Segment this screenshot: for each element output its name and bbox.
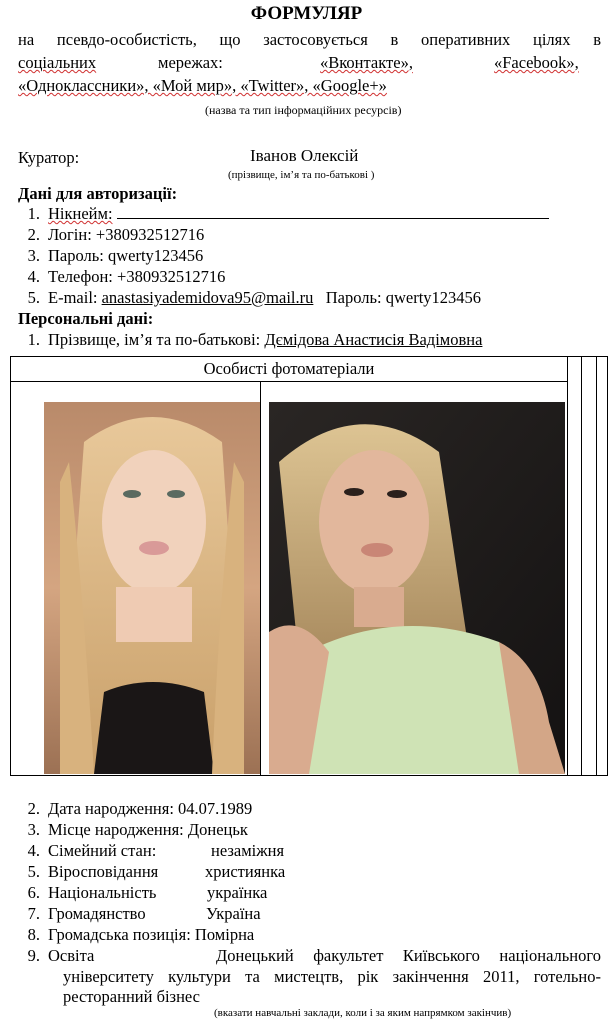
photo-table [10,356,608,776]
education-line-1: Донецький факультет Київського національного [216,946,601,965]
intro-line-3: «Одноклассники», «Мой мир», «Twitter», «Google+» [18,76,387,95]
personal-photo-2 [269,402,565,774]
auth-item-email: 5. E-mail: anastasiyademidova95@mail.ru Пароль: qwerty123456 [27,288,482,307]
table-col-line-2 [581,357,582,775]
intro-facebook: «Facebook», [494,53,579,72]
detail-religion: 5. Віросповідання християнка [27,862,286,881]
auth-item-phone: 4. Телефон: +380932512716 [27,267,226,286]
personal-photo-1 [44,402,260,774]
education-line-3: ресторанний бізнес [63,987,200,1006]
table-col-line-1 [567,357,568,775]
intro-note: (назва та тип інформаційних ресурсів) [205,103,402,117]
curator-label: Куратор: [18,148,80,167]
email-link[interactable]: anastasiyademidova95@mail.ru [101,288,314,307]
auth-item-nick: 1. Нікнейм: [18,204,549,224]
education-note: (вказати навчальні заклади, коли і за яким напрямком закінчив) [214,1007,512,1019]
detail-nationality: 6. Національність українка [27,883,268,902]
curator-note: (прізвище, ім’я та по-батькові ) [228,169,375,181]
intro-word-networks: мережах: [158,53,223,72]
curator-name: Іванов Олексій [250,146,359,165]
auth-item-password: 3. Пароль: qwerty123456 [27,246,204,265]
intro-line-1: на псевдо-особистість, що застосовується в оперативних цілях в [18,30,601,49]
photo-divider [260,381,261,775]
personal-item-name: 1. Прізвище, ім’я та по-батькові: Дємідова Анастисія Вадімовна [27,330,483,349]
education-line-2: університету культури та мистецтв, рік закінчення 2011, готельно- [63,967,601,986]
intro-word-social: соціальних [18,53,97,72]
detail-citizenship: 7. Громадянство Україна [27,904,261,923]
auth-heading: Дані для авторизації: [18,184,178,203]
detail-civic-position: 8. Громадська позиція: Помірна [27,925,255,944]
detail-birth-place: 3. Місце народження: Донецьк [27,820,248,839]
nick-blank [117,204,549,219]
detail-education: 9. Освіта [27,946,95,965]
auth-item-login: 2. Логін: +380932512716 [27,225,205,244]
detail-birth-date: 2. Дата народження: 04.07.1989 [27,799,253,818]
table-col-line-3 [596,357,597,775]
photo-table-header: Особисті фотоматеріали [11,357,568,382]
detail-marital: 4. Сімейний стан: незаміжня [27,841,285,860]
personal-heading: Персональні дані: [18,309,154,328]
document-title: ФОРМУЛЯР [250,3,363,24]
intro-vkontakte: «Вконтакте», [320,53,413,72]
